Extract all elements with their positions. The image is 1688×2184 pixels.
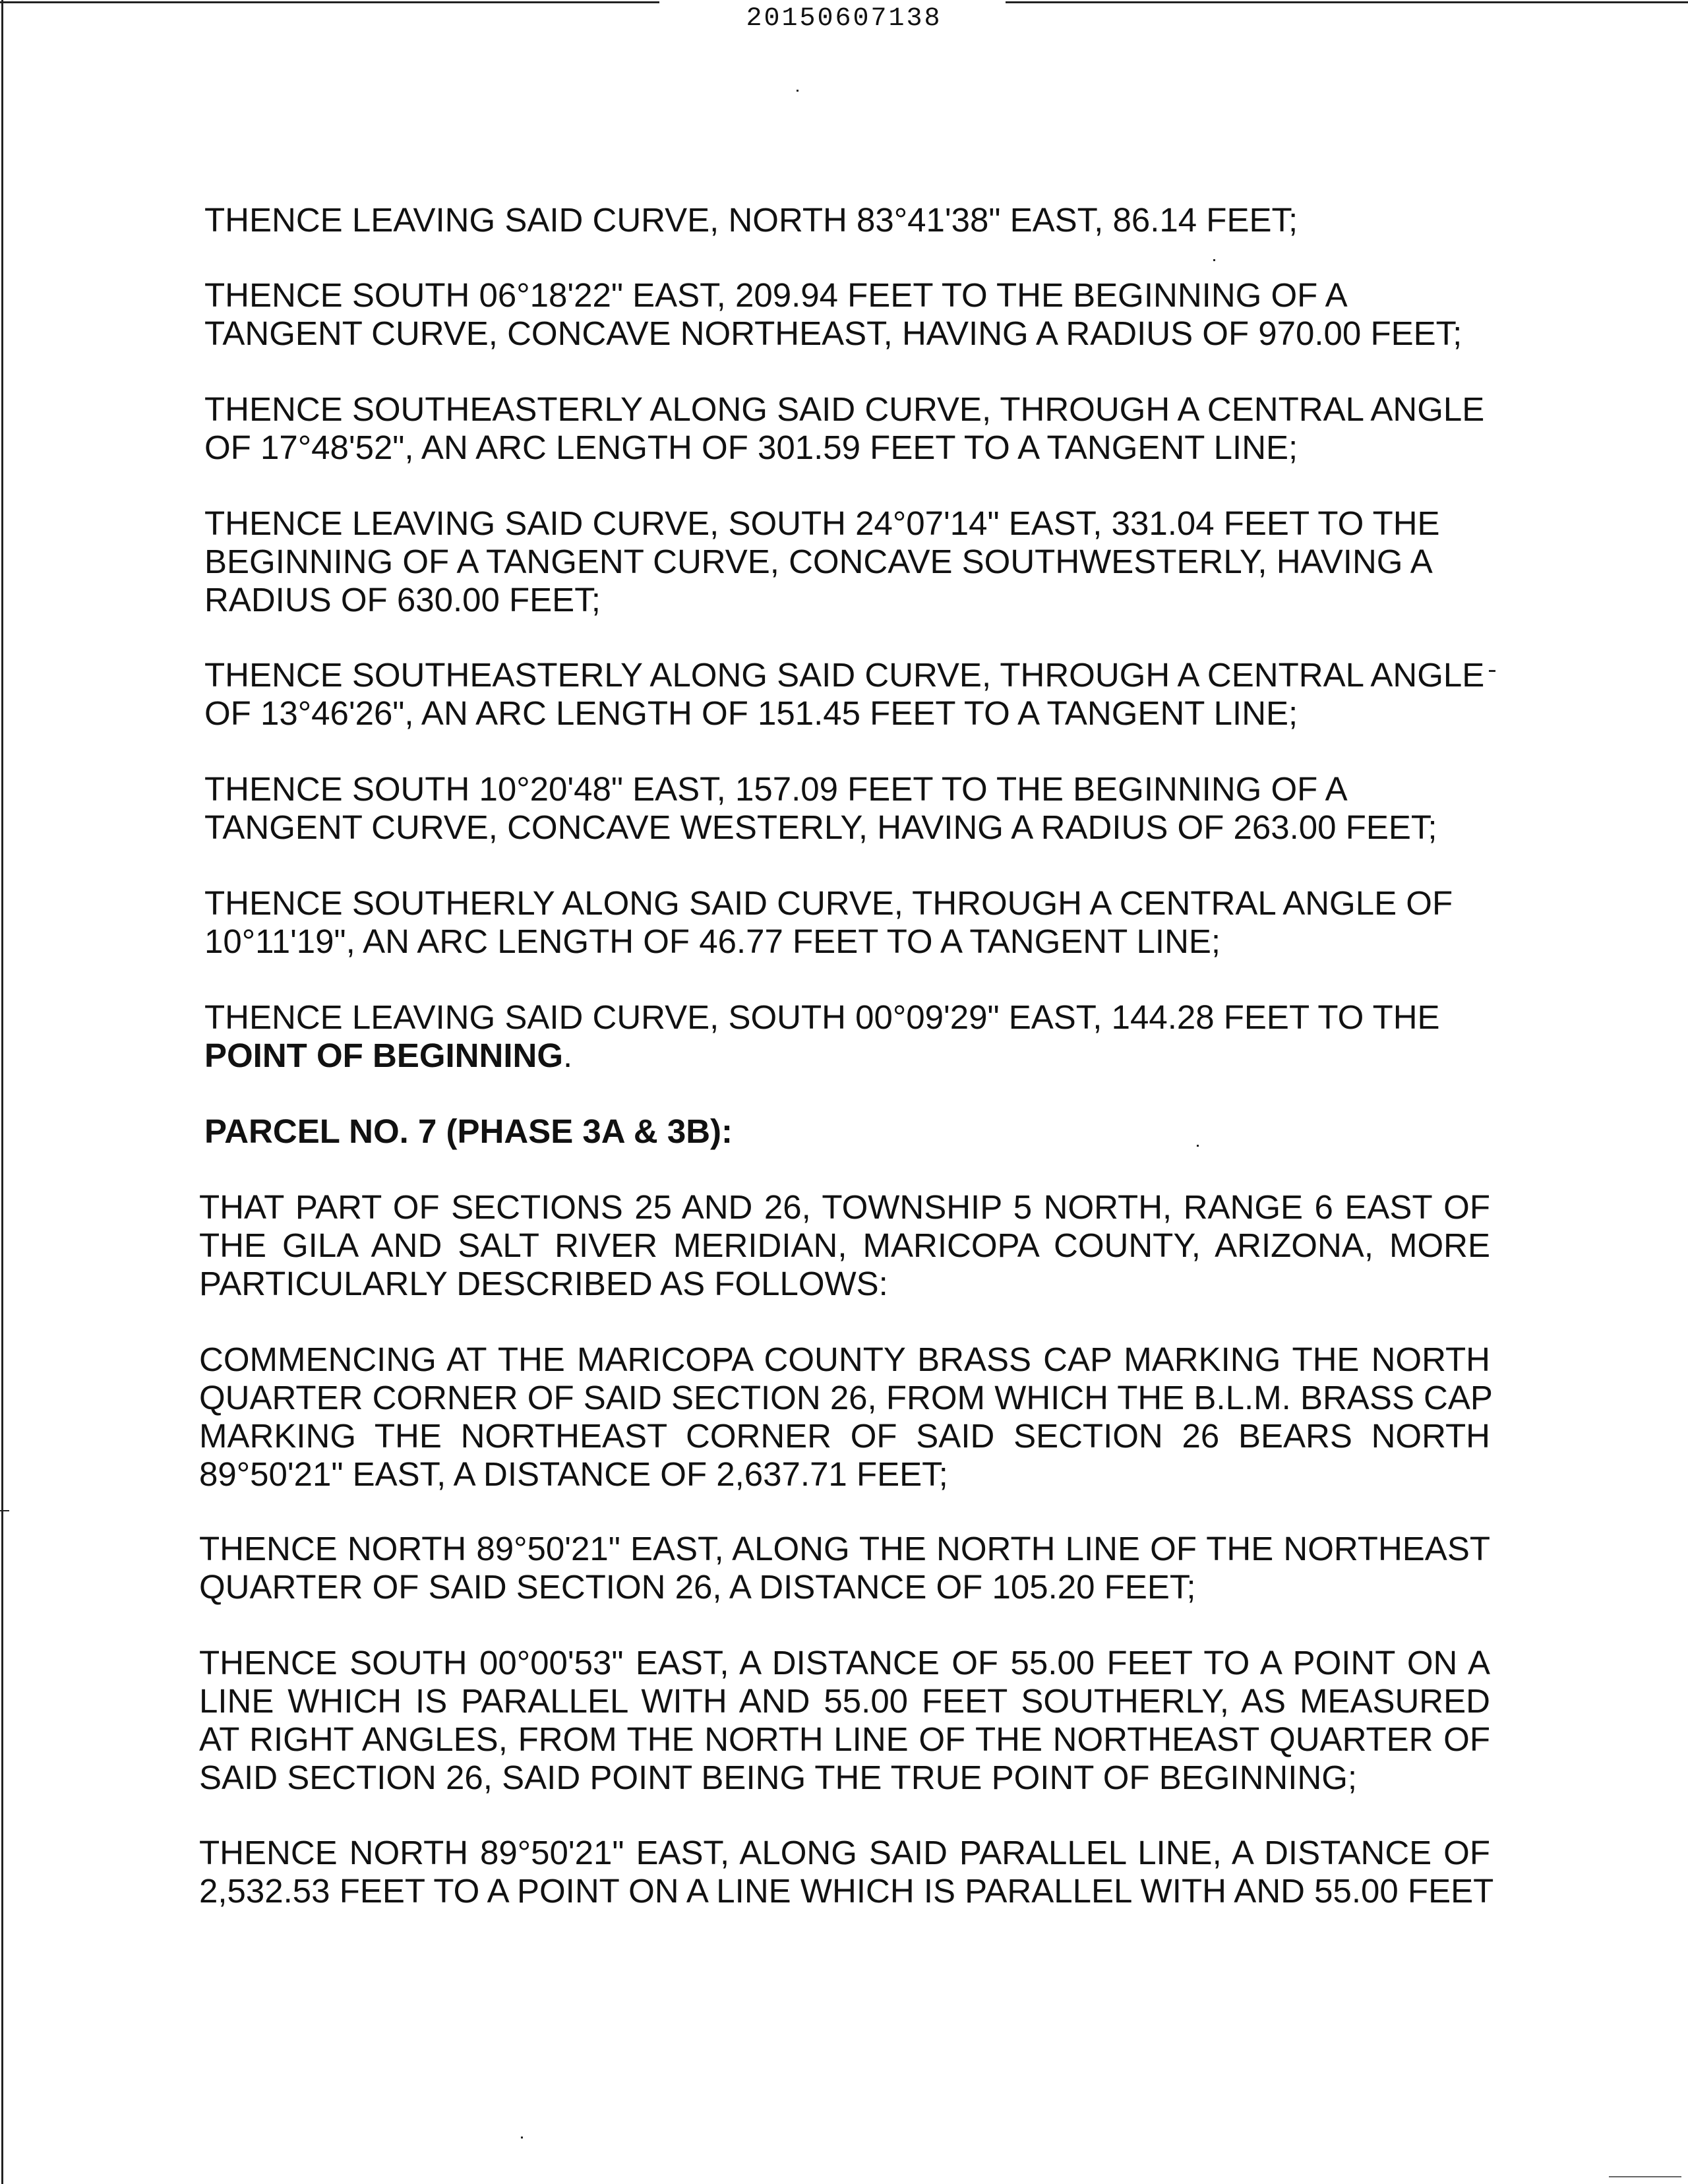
paragraph-7 xyxy=(204,884,1453,961)
paragraph-1 xyxy=(204,201,1298,239)
scan-speck xyxy=(521,2137,523,2138)
paragraph-4 xyxy=(204,504,1440,619)
point-of-beginning-bold: POINT OF BEGINNING xyxy=(204,1037,564,1074)
scan-speck xyxy=(0,1510,9,1511)
text-line: THENCE LEAVING SAID CURVE, NORTH 83°41'38" EAST, 86.14 FEET; xyxy=(204,201,1298,239)
text-line: SAID SECTION 26, SAID POINT BEING THE TRUE POINT OF BEGINNING; xyxy=(199,1759,1358,1796)
text-line: QUARTER CORNER OF SAID SECTION 26, FROM WHICH THE B.L.M. BRASS CAP xyxy=(199,1379,1493,1416)
text-line: THENCE LEAVING SAID CURVE, SOUTH 24°07'14" EAST, 331.04 FEET TO THE xyxy=(204,504,1440,542)
text-line: PARTICULARLY DESCRIBED AS FOLLOWS: xyxy=(199,1265,888,1302)
text-line: THENCE SOUTH 00°00'53" EAST, A DISTANCE OF 55.00 FEET TO A POINT ON A xyxy=(199,1644,1490,1682)
scan-speck xyxy=(1213,259,1215,261)
text-line: THENCE SOUTH 06°18'22" EAST, 209.94 FEET TO THE BEGINNING OF A xyxy=(204,276,1348,314)
text-line: THENCE SOUTHERLY ALONG SAID CURVE, THROUGH A CENTRAL ANGLE OF xyxy=(204,884,1453,922)
text-line: THE GILA AND SALT RIVER MERIDIAN, MARICOPA COUNTY, ARIZONA, MORE xyxy=(199,1227,1490,1264)
paragraph-3 xyxy=(204,390,1484,467)
text-line: RADIUS OF 630.00 FEET; xyxy=(204,581,601,619)
scan-speck xyxy=(1489,670,1495,672)
paragraph-9 xyxy=(199,1188,1490,1303)
text-line: THENCE SOUTH 10°20'48" EAST, 157.09 FEET TO THE BEGINNING OF A xyxy=(204,770,1348,808)
text-line: MARKING THE NORTHEAST CORNER OF SAID SECTION 26 BEARS NORTH xyxy=(199,1417,1490,1455)
text-line: OF 13°46'26", AN ARC LENGTH OF 151.45 FEET TO A TANGENT LINE; xyxy=(204,694,1298,732)
sentence-period: . xyxy=(563,1037,573,1074)
text-line: THENCE SOUTHEASTERLY ALONG SAID CURVE, THROUGH A CENTRAL ANGLE xyxy=(204,390,1485,428)
paragraph-11 xyxy=(199,1530,1490,1606)
text-line: AT RIGHT ANGLES, FROM THE NORTH LINE OF THE NORTHEAST QUARTER OF xyxy=(199,1720,1490,1758)
parcel-heading xyxy=(204,1112,733,1151)
text-line: THENCE SOUTHEASTERLY ALONG SAID CURVE, THROUGH A CENTRAL ANGLE xyxy=(204,656,1485,694)
text-line: COMMENCING AT THE MARICOPA COUNTY BRASS CAP MARKING THE NORTH xyxy=(199,1341,1490,1378)
left-border xyxy=(1,0,3,2184)
text-line: QUARTER OF SAID SECTION 26, A DISTANCE OF 105.20 FEET; xyxy=(199,1568,1196,1606)
paragraph-5 xyxy=(204,656,1484,733)
text-line: 2,532.53 FEET TO A POINT ON A LINE WHICH IS PARALLEL WITH AND 55.00 FEET xyxy=(199,1872,1494,1910)
paragraph-2 xyxy=(204,276,1462,353)
text-line: TANGENT CURVE, CONCAVE WESTERLY, HAVING A RADIUS OF 263.00 FEET; xyxy=(204,808,1437,846)
text-line xyxy=(204,1037,1440,1075)
text-line: THENCE NORTH 89°50'21" EAST, ALONG SAID PARALLEL LINE, A DISTANCE OF xyxy=(199,1834,1490,1871)
text-line: 10°11'19", AN ARC LENGTH OF 46.77 FEET TO A TANGENT LINE; xyxy=(204,923,1221,960)
bottom-edge-mark xyxy=(1609,2176,1681,2177)
paragraph-10 xyxy=(199,1341,1493,1494)
document-number: 20150607138 xyxy=(746,4,942,34)
paragraph-8 xyxy=(204,998,1440,1075)
text-line: LINE WHICH IS PARALLEL WITH AND 55.00 FEET SOUTHERLY, AS MEASURED xyxy=(199,1682,1490,1720)
text-line: OF 17°48'52", AN ARC LENGTH OF 301.59 FEET TO A TANGENT LINE; xyxy=(204,429,1298,466)
paragraph-6 xyxy=(204,770,1437,847)
scan-speck xyxy=(1197,1145,1199,1147)
text-line: THENCE LEAVING SAID CURVE, SOUTH 00°09'29" EAST, 144.28 FEET TO THE xyxy=(204,998,1440,1036)
text-line: BEGINNING OF A TANGENT CURVE, CONCAVE SOUTHWESTERLY, HAVING A xyxy=(204,543,1433,580)
text-line: 89°50'21" EAST, A DISTANCE OF 2,637.71 FEET; xyxy=(199,1455,948,1493)
scan-speck xyxy=(797,90,799,92)
paragraph-12 xyxy=(199,1644,1490,1797)
top-border-right xyxy=(1006,1,1688,3)
paragraph-13 xyxy=(199,1834,1494,1910)
text-line: THENCE NORTH 89°50'21" EAST, ALONG THE NORTH LINE OF THE NORTHEAST xyxy=(199,1530,1490,1567)
heading-text: PARCEL NO. 7 (PHASE 3A & 3B): xyxy=(204,1112,733,1150)
text-line: TANGENT CURVE, CONCAVE NORTHEAST, HAVING A RADIUS OF 970.00 FEET; xyxy=(204,315,1462,352)
text-line: THAT PART OF SECTIONS 25 AND 26, TOWNSHIP 5 NORTH, RANGE 6 EAST OF xyxy=(199,1188,1490,1226)
top-border-left xyxy=(0,1,659,3)
